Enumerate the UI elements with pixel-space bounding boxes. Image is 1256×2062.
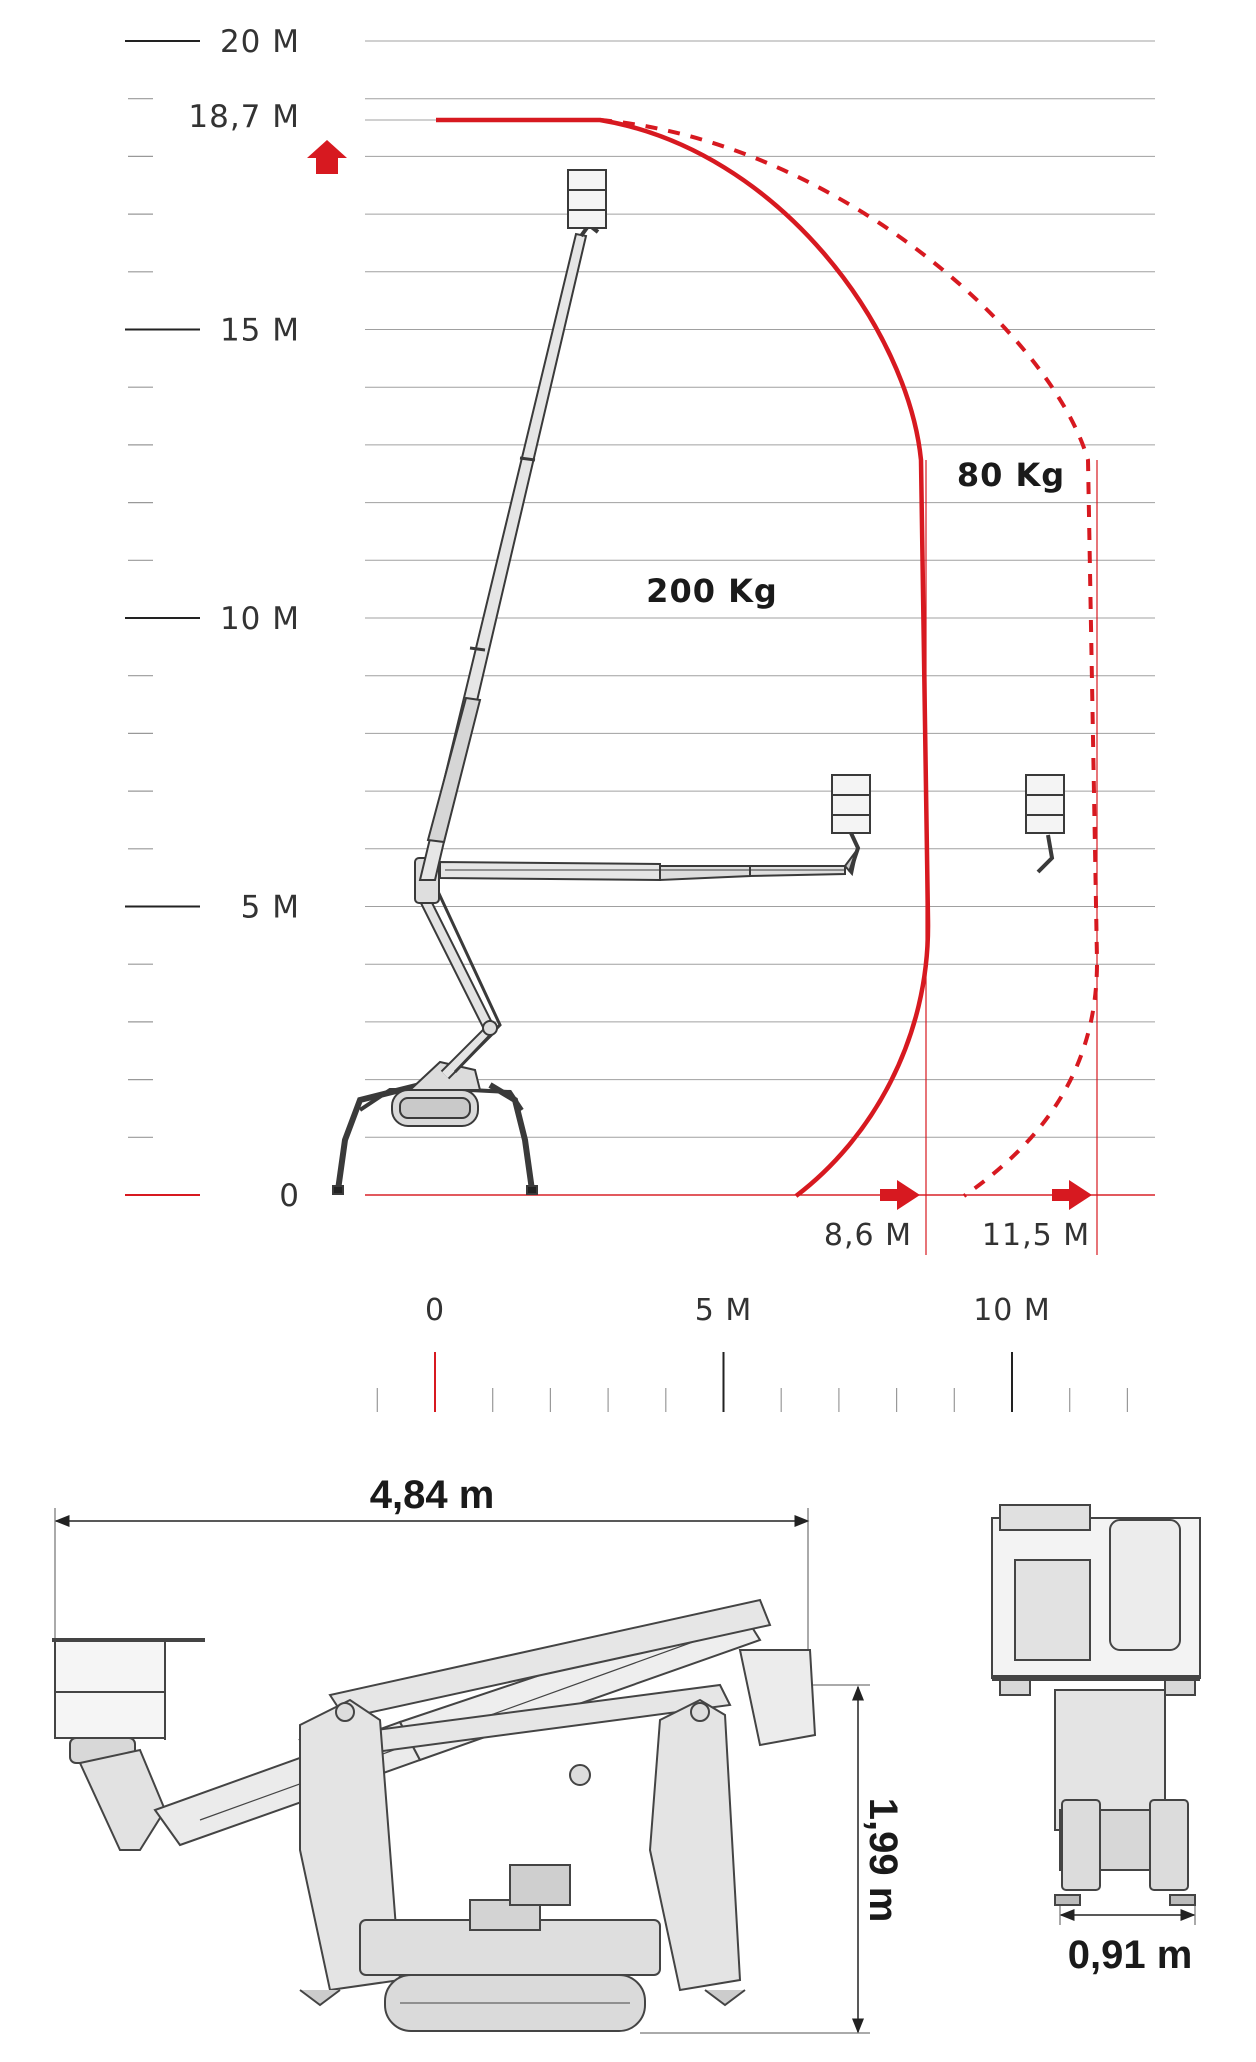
load-80kg-label: 80 Kg bbox=[956, 456, 1066, 494]
x-tick-label: 0 bbox=[424, 1293, 446, 1328]
outreach-80kg-label: 11,5 M bbox=[981, 1218, 1091, 1253]
outreach-80kg-arrow-icon bbox=[1052, 1180, 1092, 1210]
load-200kg-label: 200 Kg bbox=[646, 572, 778, 610]
max-height-marker bbox=[188, 99, 347, 174]
x-tick-label: 5 M bbox=[694, 1293, 753, 1328]
side-view-illustration bbox=[52, 1600, 815, 2031]
y-tick-label: 0 bbox=[279, 1178, 300, 1214]
machine-dimensions bbox=[52, 1473, 1200, 2033]
y-tick-label: 10 M bbox=[219, 601, 300, 637]
length-dimension-label: 4,84 m bbox=[369, 1473, 495, 1517]
y-tick-label: 5 M bbox=[240, 889, 300, 926]
spider-lift-illustration bbox=[333, 170, 1064, 1194]
y-tick-label: 15 M bbox=[219, 312, 300, 349]
rear-view-illustration bbox=[992, 1505, 1200, 1905]
outreach-200kg-arrow-icon bbox=[880, 1180, 920, 1210]
max-height-arrow-icon bbox=[307, 140, 347, 174]
x-tick-label: 10 M bbox=[973, 1293, 1051, 1328]
envelope-200kg-curve bbox=[436, 120, 928, 1196]
height-scale bbox=[125, 24, 300, 1214]
height-dimension-label: 1,99 m bbox=[861, 1797, 905, 1923]
width-dimension-label: 0,91 m bbox=[1067, 1933, 1193, 1977]
max-height-label: 18,7 M bbox=[188, 99, 300, 136]
outreach-200kg-label: 8,6 M bbox=[823, 1218, 913, 1253]
y-tick-label: 20 M bbox=[219, 24, 300, 60]
outreach-scale bbox=[377, 1293, 1130, 1421]
reach-diagram bbox=[125, 24, 1155, 1421]
